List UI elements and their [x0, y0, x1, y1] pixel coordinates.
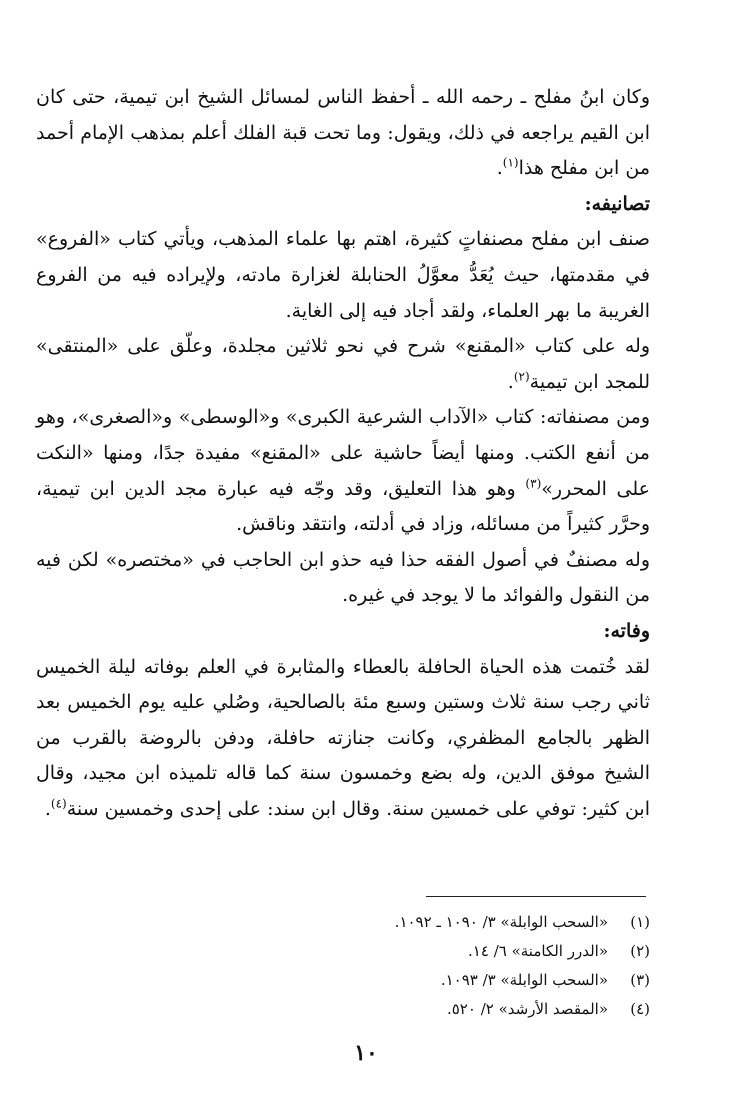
paragraph-works-furu: صنف ابن مفلح مصنفاتٍ كثيرة، اهتم بها علماء المذهب، ويأتي كتاب «الفروع» في مقدمتها، حيث يُعَدُّ معوَّلُ الحنابلة لغزارة مادته، ولإيراده فيه من الفروع الغريبة ما بهر العلماء، ولقد أجاد فيه إلى الغاية.	[36, 228, 650, 322]
paragraph-works-muqni	[36, 329, 650, 400]
paragraph-text: وكان ابنُ مفلح ـ رحمه الله ـ أحفظ الناس لمسائل الشيخ ابن تيمية، حتى كان ابن القيم يراجعه في ذلك، ويقول: وما تحت قبة الفلك أعلم بمذهب الإمام أحمد من ابن مفلح هذا	[36, 86, 650, 180]
footnote-ref-4: (٤)	[50, 796, 67, 811]
footnote-ref-1: (١)	[502, 155, 519, 170]
footnote-divider	[426, 896, 646, 897]
heading-death: وفاته:	[603, 619, 650, 642]
paragraph-end: .	[44, 797, 51, 820]
footnote-ref-3: (٣)	[525, 476, 542, 491]
paragraph-end: .	[507, 370, 514, 393]
footnote-item	[300, 966, 650, 995]
paragraph-end: .	[496, 157, 503, 180]
footnote-number: (١)	[630, 913, 650, 931]
page-number: ١٠	[354, 1040, 378, 1066]
paragraph-death	[36, 650, 650, 828]
footnote-number: (٤)	[630, 1000, 650, 1018]
footnote-ref-2: (٢)	[513, 369, 530, 384]
footnote-text: «السحب الوابلة» ٣/ ١٠٩٣.	[440, 971, 608, 989]
footnote-number: (٢)	[630, 942, 650, 960]
paragraph-works-adab	[36, 400, 650, 542]
footnote-item	[300, 908, 650, 937]
paragraph-ibn-muflih-memory	[36, 80, 650, 187]
main-text	[36, 80, 650, 827]
footnote-item	[300, 995, 650, 1024]
heading-works: تصانيفه:	[584, 192, 650, 215]
paragraph-text-cont: وهو هذا التعليق، وقد وجّه فيه عبارة مجد الدين ابن تيمية، وحرَّر كثيراً من مسائله، وزاد في أدلته، وانتقد وناقش.	[36, 477, 650, 536]
paragraph-text: وله على كتاب «المقنع» شرح في نحو ثلاثين مجلدة، وعلّق على «المنتقى» للمجد ابن تيمية	[36, 335, 650, 393]
footnote-item	[300, 937, 650, 966]
footnote-text: «المقصد الأرشد» ٢/ ٥٢٠.	[446, 1000, 608, 1018]
footnote-number: (٣)	[630, 971, 650, 989]
paragraph-text: ومن مصنفاته: كتاب «الآداب الشرعية الكبرى» و«الوسطى» و«الصغرى»، وهو من أنفع الكتب. ومنها أيضاً حاشية على «المقنع» مفيدة جدًا، ومنها «النكت على المحرر»	[36, 406, 650, 500]
footnote-text: «السحب الوابلة» ٣/ ١٠٩٠ ـ ١٠٩٢.	[394, 913, 608, 931]
paragraph-works-usul: وله مصنفٌ في أصول الفقه حذا فيه حذو ابن الحاجب في «مختصره» لكن فيه من النقول والفوائد ما لا يوجد في غيره.	[36, 548, 650, 607]
footnotes	[300, 908, 650, 1024]
paragraph-text: لقد خُتمت هذه الحياة الحافلة بالعطاء والمثابرة في العلم بوفاته ليلة الخميس ثاني رجب سنة ثلاث وستين وسبع مئة بالصالحية، وصُلي عليه يوم الخميس بعد الظهر بالجامع المظفري، وكانت جنازته حافلة، ودفن بالروضة بالقرب من الشيخ موفق الدين، وله بضع وخمسون سنة كما قاله تلميذه ابن مجيد، وقال ابن كثير: توفي على خمسين سنة. وقال ابن سند: على إحدى وخمسين سنة	[36, 655, 650, 820]
footnote-text: «الدرر الكامنة» ٦/ ١٤.	[468, 942, 608, 960]
